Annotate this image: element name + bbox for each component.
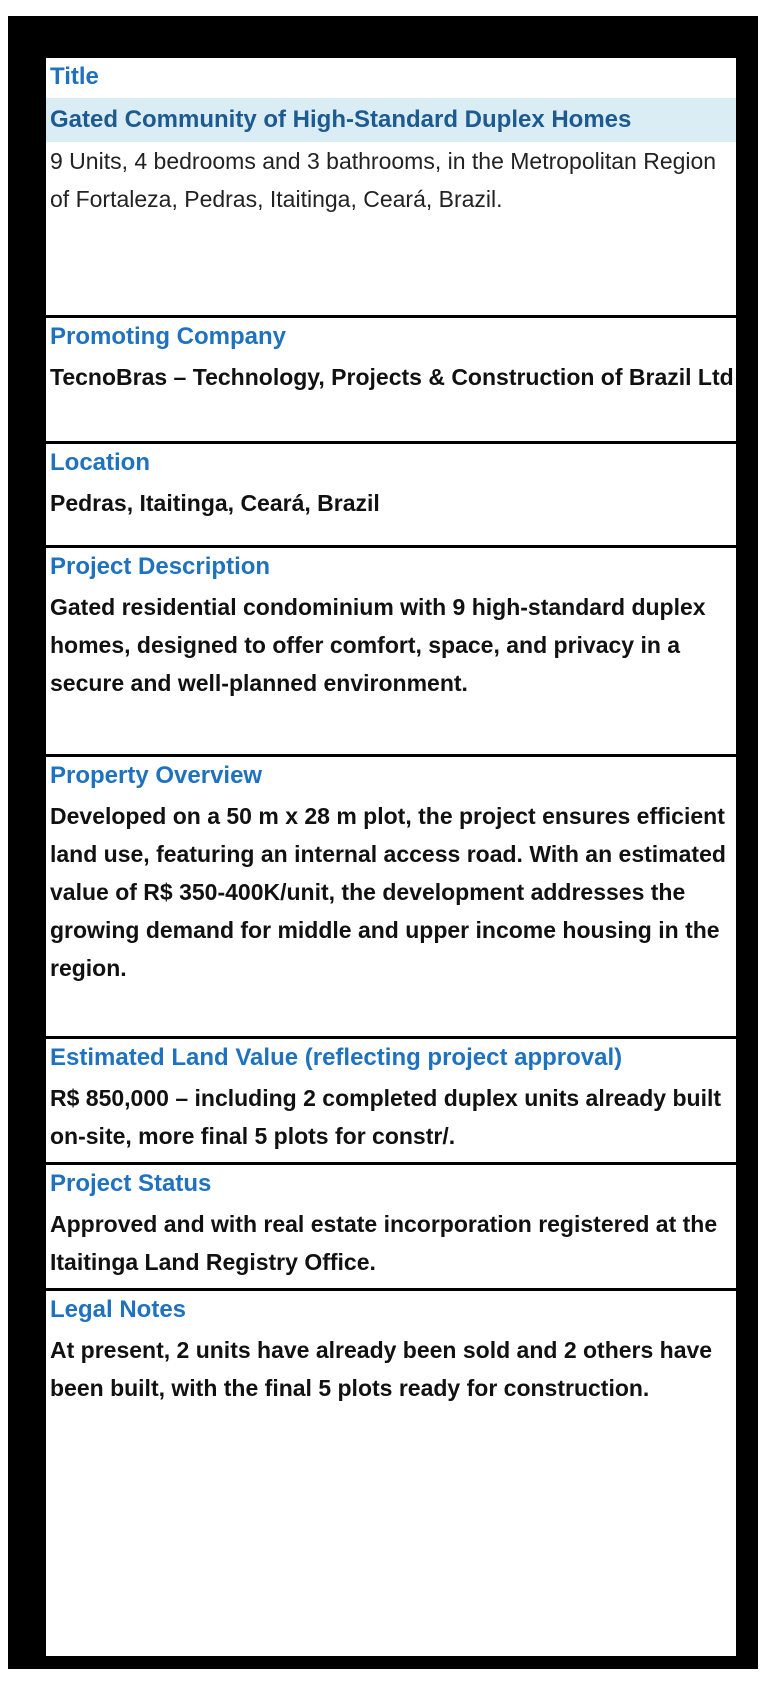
project-status-label: Project Status: [50, 1170, 212, 1197]
estimated-land-value-value: R$ 850,000 – including 2 completed duplex units already built on-site, more final 5 plots for constr/.: [50, 1085, 722, 1149]
section-project-status: [46, 1162, 736, 1288]
location-label: Location: [50, 449, 150, 476]
legal-notes-value: At present, 2 units have already been sold and 2 others have been built, with the final 5 plots ready for construction.: [50, 1337, 713, 1401]
title-label: Title: [50, 63, 99, 90]
section-location: [46, 441, 736, 545]
project-status-value: Approved and with real estate incorporation registered at the Itaitinga Land Registry Office.: [50, 1211, 718, 1275]
section-property-overview: [46, 754, 736, 1036]
property-overview-value: Developed on a 50 m x 28 m plot, the project ensures efficient land use, featuring an internal access road. With an estimated value of R$ 350-400K/unit, the development addresses the growing demand for middle and upper income housing in the region.: [50, 803, 726, 981]
document-frame: [8, 16, 758, 1669]
estimated-land-value-label: Estimated Land Value (reflecting project approval): [50, 1044, 623, 1071]
project-sheet: [46, 58, 736, 1656]
project-description-value: Gated residential condominium with 9 high-standard duplex homes, designed to offer comfort, space, and privacy in a secure and well-planned environment.: [50, 594, 706, 696]
promoting-company-label: Promoting Company: [50, 323, 287, 350]
section-promoting-company: [46, 315, 736, 441]
title-headline-band: [46, 98, 736, 142]
property-overview-label: Property Overview: [50, 762, 263, 789]
section-legal-notes: [46, 1288, 736, 1656]
section-project-description: [46, 545, 736, 754]
legal-notes-label: Legal Notes: [50, 1296, 187, 1323]
promoting-company-value: TecnoBras – Technology, Projects & Construction of Brazil Ltd: [50, 364, 734, 390]
project-description-label: Project Description: [50, 553, 271, 580]
section-title: [46, 58, 736, 315]
location-value: Pedras, Itaitinga, Ceará, Brazil: [50, 490, 380, 516]
title-headline: Gated Community of High-Standard Duplex Homes: [50, 106, 632, 133]
section-estimated-land-value: [46, 1036, 736, 1162]
title-description: 9 Units, 4 bedrooms and 3 bathrooms, in the Metropolitan Region of Fortaleza, Pedras, Itaitinga, Ceará, Brazil.: [50, 148, 717, 212]
